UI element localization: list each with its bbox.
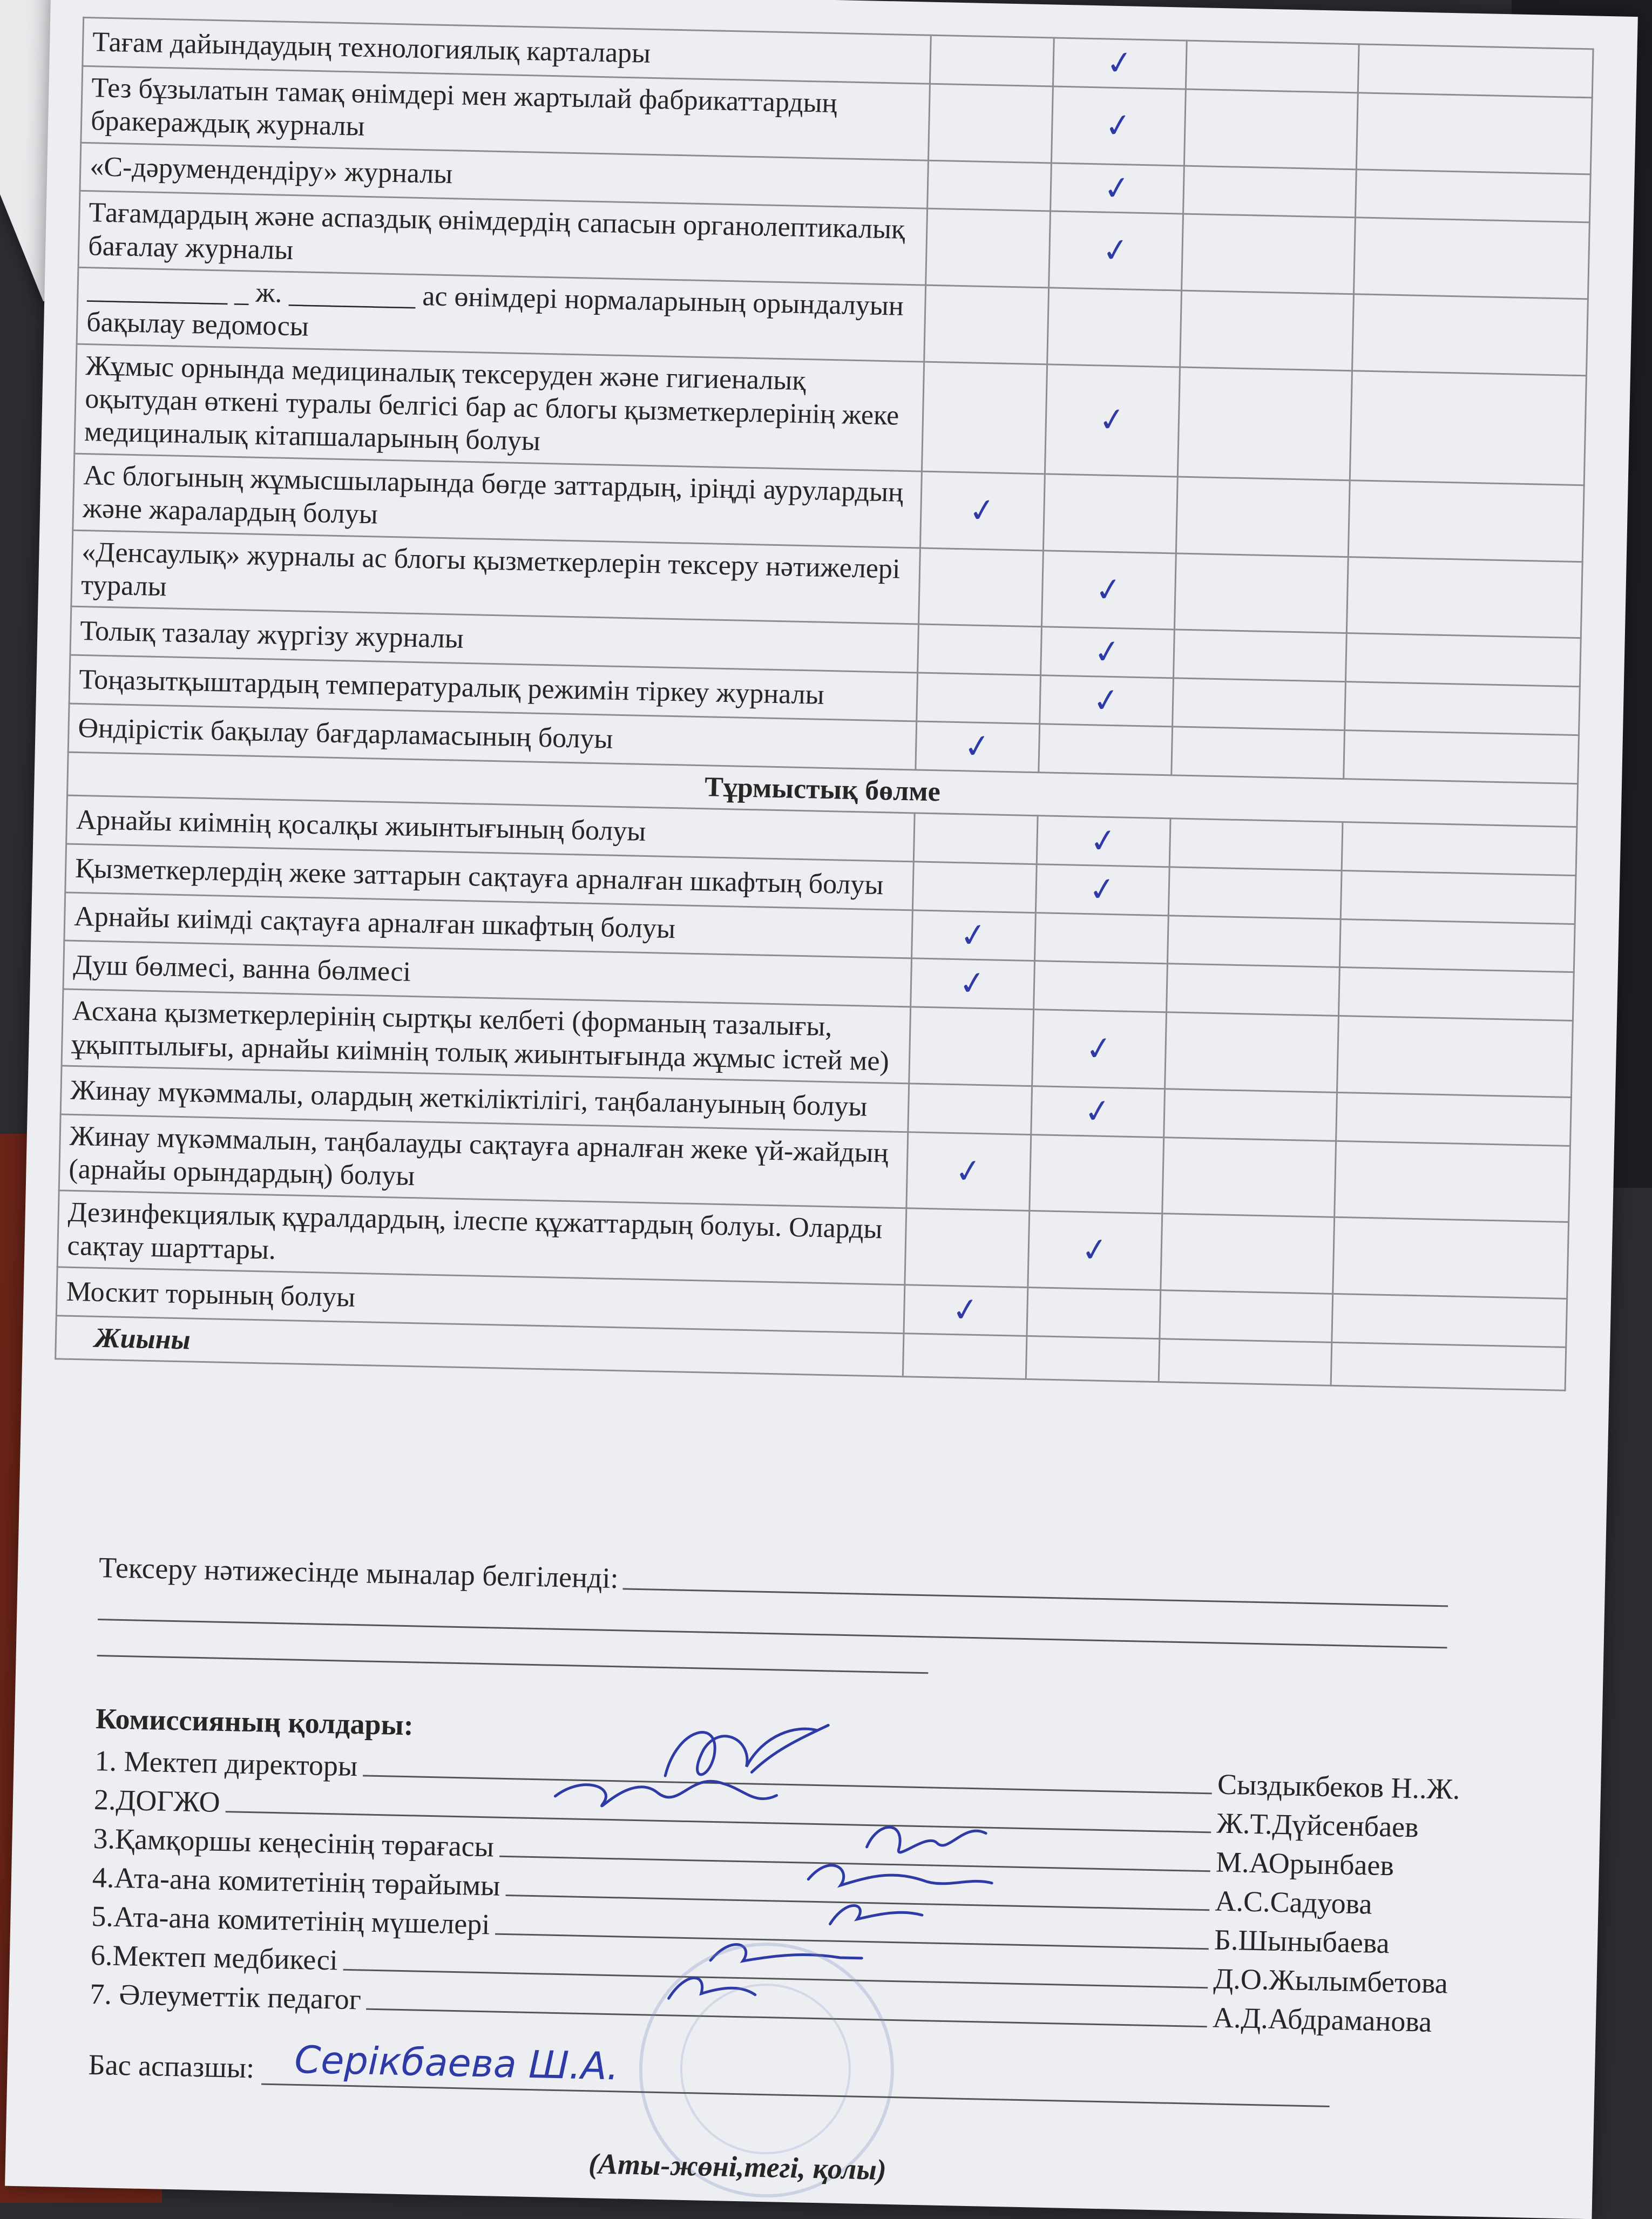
check-cell xyxy=(922,362,1047,474)
member-name: Ж.Т.Дүйсенбаев xyxy=(1216,1807,1419,1844)
check-cell xyxy=(1164,1089,1337,1141)
check-mark-icon: ✓ xyxy=(1086,869,1118,910)
check-cell xyxy=(1027,1211,1162,1290)
check-cell xyxy=(1352,294,1588,376)
check-cell xyxy=(1357,93,1592,174)
check-cell xyxy=(1038,724,1172,775)
check-cell xyxy=(920,471,1045,550)
member-role: 1. Мектеп директоры xyxy=(94,1744,358,1783)
chef-handwritten-name: Серікбаева Ш.А. xyxy=(294,2037,620,2089)
row-label: __________ _ ж. _________ ас өнімдері нормаларының орындалуын бақылау ведомосы xyxy=(77,267,926,362)
check-cell xyxy=(1051,86,1186,166)
row-label: Тағамдардың және аспаздық өнімдердің сапасын органолептикалық бағалау журналы xyxy=(78,191,927,286)
check-cell xyxy=(924,285,1048,364)
check-cell xyxy=(1180,290,1354,370)
check-cell xyxy=(1162,1137,1337,1217)
section-title: Тұрмыстық бөлме xyxy=(67,752,1578,827)
check-cell xyxy=(1026,1288,1160,1339)
row-label: Москит торының болуы xyxy=(56,1267,905,1334)
check-cell xyxy=(1332,1294,1567,1347)
check-cell xyxy=(1040,627,1174,678)
check-cell xyxy=(1039,675,1173,727)
check-cell xyxy=(1340,919,1575,972)
findings-line xyxy=(622,1586,1448,1607)
check-cell xyxy=(1356,169,1590,222)
check-cell xyxy=(1172,727,1345,779)
check-cell xyxy=(1341,870,1576,924)
check-cell xyxy=(1161,1214,1335,1294)
member-role: 5.Ата-ана комитетінің мүшелері xyxy=(91,1899,491,1941)
member-role: 6.Мектеп медбикесі xyxy=(90,1938,338,1977)
check-cell xyxy=(918,624,1041,675)
check-cell xyxy=(1029,1134,1163,1214)
check-cell xyxy=(1174,553,1349,633)
check-mark-icon: ✓ xyxy=(1102,105,1134,146)
check-cell xyxy=(906,1132,1031,1211)
check-cell xyxy=(1168,867,1342,919)
document-page xyxy=(5,0,1638,2219)
check-mark-icon: ✓ xyxy=(1087,821,1119,862)
chef-label: Бас аспазшы: xyxy=(88,2048,255,2085)
check-cell xyxy=(926,208,1050,287)
check-cell xyxy=(1184,89,1358,169)
check-cell xyxy=(1035,864,1169,915)
check-mark-icon: ✓ xyxy=(966,490,998,531)
member-name: А.С.Садуова xyxy=(1214,1884,1373,1920)
member-name: А.Д.Абдраманова xyxy=(1212,2001,1432,2038)
check-cell xyxy=(908,1084,1032,1135)
check-cell xyxy=(916,721,1039,773)
check-cell xyxy=(1177,367,1352,481)
check-cell xyxy=(1173,630,1346,681)
check-cell xyxy=(1358,44,1593,98)
row-label: Жинау мүкәммалын, таңбалауды сақтауға арналған жеке үй-жайдың (арнайы орындардың) болуы xyxy=(59,1114,908,1209)
check-cell xyxy=(1186,40,1359,92)
check-cell xyxy=(1043,474,1177,553)
check-cell xyxy=(1354,218,1589,299)
check-cell xyxy=(1032,1010,1166,1089)
handwritten-signature xyxy=(549,1753,788,1828)
check-mark-icon: ✓ xyxy=(1082,1091,1114,1132)
check-cell xyxy=(1034,912,1168,964)
check-mark-icon: ✓ xyxy=(950,1290,981,1331)
check-mark-icon: ✓ xyxy=(1079,1230,1111,1271)
check-cell xyxy=(1031,1086,1164,1137)
check-cell xyxy=(1160,1290,1333,1342)
check-cell xyxy=(919,548,1043,627)
member-role: 2.ДОГЖО xyxy=(93,1783,221,1818)
check-cell xyxy=(1345,682,1580,735)
total-label: Жиыны xyxy=(56,1316,904,1377)
check-cell xyxy=(911,958,1034,1010)
check-mark-icon: ✓ xyxy=(1096,400,1128,441)
check-cell xyxy=(1047,288,1181,367)
check-cell xyxy=(1050,163,1184,214)
findings-line xyxy=(97,1653,929,1674)
check-cell xyxy=(1333,1217,1568,1299)
member-role: 7. Әлеуметтік педагог xyxy=(89,1977,362,2016)
check-mark-icon: ✓ xyxy=(962,726,993,767)
row-label: Душ бөлмесі, ванна бөлмесі xyxy=(63,941,912,1007)
check-mark-icon: ✓ xyxy=(958,915,990,956)
check-cell xyxy=(1033,961,1167,1012)
commission-heading: Комиссияның қолдары: xyxy=(95,1702,414,1742)
check-cell xyxy=(1045,364,1180,477)
member-name: Сыздыкбеков Н..Ж. xyxy=(1217,1768,1461,1805)
check-cell xyxy=(929,84,1053,163)
check-cell xyxy=(1337,1016,1573,1098)
check-mark-icon: ✓ xyxy=(1093,569,1125,611)
row-label: Жинау мүкәммалы, олардың жеткіліктілігі, таңбалануының болуы xyxy=(60,1066,909,1132)
check-cell xyxy=(913,862,1037,913)
check-cell xyxy=(1053,38,1187,89)
check-cell xyxy=(927,160,1051,212)
member-name: Б.Шыныбаева xyxy=(1214,1923,1390,1960)
row-label: «С-дәрумендендіру» журналы xyxy=(80,143,929,209)
check-mark-icon: ✓ xyxy=(1101,167,1133,209)
check-mark-icon: ✓ xyxy=(1083,1029,1115,1070)
check-cell xyxy=(904,1285,1027,1336)
row-label: Тез бұзылатын тамақ өнімдері мен жартылай фабрикаттардың бракераждық журналы xyxy=(81,66,930,160)
check-cell xyxy=(1344,730,1579,783)
check-cell xyxy=(912,910,1035,961)
row-label: Өндірістік бақылау бағдарламасының болуы xyxy=(68,703,917,770)
check-cell xyxy=(1342,822,1577,876)
row-label: Дезинфекциялық құралдардың, ілеспе құжаттардың болуы. Оларды сақтау шарттары. xyxy=(57,1190,906,1285)
check-mark-icon: ✓ xyxy=(1091,680,1122,721)
check-cell xyxy=(1183,166,1356,218)
row-label: Тоңазытқыштардың температуралық режимін тіркеу журналы xyxy=(69,655,918,721)
check-cell xyxy=(1181,214,1356,294)
findings-label: Тексеру нәтижесінде мыналар белгіленді: xyxy=(98,1551,619,1595)
check-cell xyxy=(917,673,1040,724)
member-name: Д.О.Жылымбетова xyxy=(1213,1962,1448,2000)
check-cell xyxy=(1335,1141,1570,1222)
check-mark-icon: ✓ xyxy=(957,963,989,1004)
row-label: Толық тазалау жүргізу журналы xyxy=(70,606,919,673)
row-label: «Денсаулық» журналы ас блогы қызметкерлерін тексеру нәтижелері туралы xyxy=(71,530,920,625)
check-cell xyxy=(1339,968,1574,1021)
check-mark-icon: ✓ xyxy=(1100,230,1132,271)
member-name: М.АОрынбаев xyxy=(1215,1845,1394,1882)
member-role: 3.Қамқоршы кеңесінің төрағасы xyxy=(92,1822,495,1863)
row-label: Ас блогының жұмысшыларында бөгде заттардың, іріңді аурулардың және жаралардың болуы xyxy=(73,454,922,548)
check-cell xyxy=(930,35,1054,86)
check-cell xyxy=(1041,550,1176,630)
check-cell xyxy=(1037,816,1170,867)
findings-line xyxy=(98,1616,1447,1648)
row-label: Қызметкерлердің жеке заттарын сақтауға арналған шкафтың болуы xyxy=(65,844,914,910)
check-cell xyxy=(1350,370,1587,485)
check-cell xyxy=(1169,818,1343,870)
check-cell xyxy=(1164,1012,1339,1092)
check-cell xyxy=(905,1208,1029,1287)
check-cell xyxy=(1347,557,1582,638)
checklist-table xyxy=(55,17,1594,1391)
check-mark-icon: ✓ xyxy=(1091,632,1123,673)
findings-block xyxy=(97,1551,1449,1684)
member-role: 4.Ата-ана комитетінің төрайымы xyxy=(92,1861,501,1902)
row-label: Асхана қызметкерлерінің сыртқы келбеті (форманың тазалығы, ұқыптылығы, арнайы киімнің толық жиынтығында жұмыс істей ме) xyxy=(62,989,911,1084)
row-label: Арнайы киімнің қосалқы жиынтығының болуы xyxy=(66,795,915,862)
check-cell xyxy=(913,813,1037,864)
check-cell xyxy=(1048,211,1183,290)
check-mark-icon: ✓ xyxy=(1103,43,1136,84)
check-cell xyxy=(1167,915,1340,967)
check-cell xyxy=(1336,1092,1571,1146)
check-cell xyxy=(1349,480,1584,561)
check-cell xyxy=(1176,477,1350,557)
check-cell xyxy=(1166,964,1339,1016)
row-label: Жұмыс орнында медициналық тексеруден және гигиеналық оқытудан өткені туралы белгісі бар ас блогы қызметкерлерінің жеке медициналық кітапшаларының болуы xyxy=(75,344,924,471)
signature-caption: (Аты-жөні,тегі, қолы) xyxy=(588,2147,887,2186)
check-cell xyxy=(909,1007,1033,1086)
check-cell xyxy=(1346,633,1581,687)
row-label: Арнайы киімді сақтауға арналған шкафтың болуы xyxy=(64,892,913,959)
check-cell xyxy=(1172,678,1345,730)
check-mark-icon: ✓ xyxy=(952,1151,985,1192)
row-label: Тағам дайындаудың технологиялық карталары xyxy=(83,17,931,84)
